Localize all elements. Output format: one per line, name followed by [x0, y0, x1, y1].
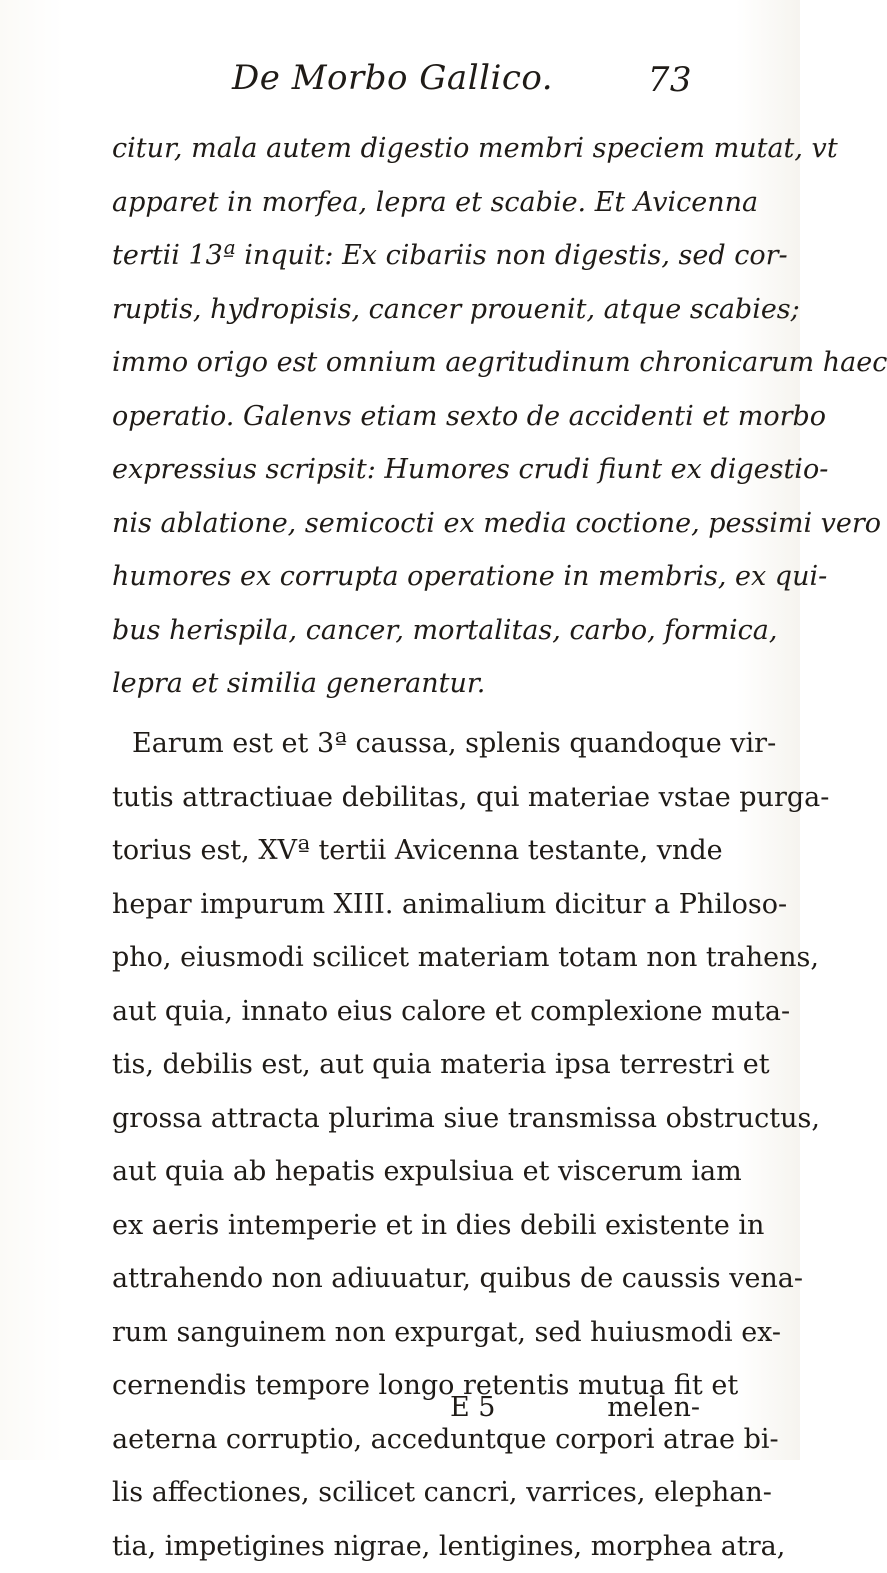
- text-line: lepra et similia generantur.: [112, 657, 700, 717]
- running-head: [232, 58, 692, 98]
- text-line: Earum est et 3ª caussa, splenis quandoque vir-: [112, 717, 700, 771]
- text-line: humores ex corrupta operatione in membris, ex qui-: [112, 550, 700, 604]
- page-number: 73: [648, 60, 692, 100]
- page-footer: [112, 1392, 700, 1432]
- text-line: tertii 13ª inquit: Ex cibariis non digestis, sed cor-: [112, 229, 700, 283]
- text-line: immo origo est omnium aegritudinum chronicarum haec: [112, 336, 700, 390]
- text-line: pho, eiusmodi scilicet materiam totam non trahens,: [112, 931, 700, 985]
- text-line: grossa attracta plurima siue transmissa obstructus,: [112, 1092, 700, 1146]
- text-line: apparet in morfea, lepra et scabie. Et Avicenna: [112, 176, 700, 230]
- text-line: hepar impurum XIII. animalium dicitur a Philoso-: [112, 878, 700, 932]
- signature-mark: E 5: [450, 1392, 495, 1423]
- text-line: nis ablatione, semicocti ex media coctione, pessimi vero: [112, 497, 700, 551]
- text-line: cernendis tempore longo retentis mutua fit et: [112, 1359, 700, 1413]
- text-line: aut quia ab hepatis expulsiua et viscerum iam: [112, 1145, 700, 1199]
- text-line: tia, impetigines nigrae, lentigines, morphea atra,: [112, 1520, 700, 1573]
- text-line: tis, debilis est, aut quia materia ipsa terrestri et: [112, 1038, 700, 1092]
- running-title: De Morbo Gallico.: [232, 58, 553, 98]
- text-line: aeterna corruptio, acceduntque corpori atrae bi-: [112, 1413, 700, 1467]
- text-line: lis affectiones, scilicet cancri, varrices, elephan-: [112, 1466, 700, 1520]
- text-line: tutis attractiuae debilitas, qui materiae vstae purga-: [112, 771, 700, 825]
- text-line: ruptis, hydropisis, cancer prouenit, atque scabies;: [112, 283, 700, 337]
- text-line: operatio. Galenvs etiam sexto de accidenti et morbo: [112, 390, 700, 444]
- text-line: bus herispila, cancer, mortalitas, carbo, formica,: [112, 604, 700, 658]
- text-line: aut quia, innato eius calore et complexione muta-: [112, 985, 700, 1039]
- text-line: attrahendo non adiuuatur, quibus de caussis vena-: [112, 1252, 700, 1306]
- text-line: ex aeris intemperie et in dies debili existente in: [112, 1199, 700, 1253]
- text-line: citur, mala autem digestio membri speciem mutat, vt: [112, 122, 700, 176]
- text-line: rum sanguinem non expurgat, sed huiusmodi ex-: [112, 1306, 700, 1360]
- body-text: [112, 122, 700, 1573]
- text-line: expressius scripsit: Humores crudi fiunt ex digestio-: [112, 443, 700, 497]
- text-line: torius est, XVª tertii Avicenna testante, vnde: [112, 824, 700, 878]
- catchword: melen-: [607, 1392, 700, 1423]
